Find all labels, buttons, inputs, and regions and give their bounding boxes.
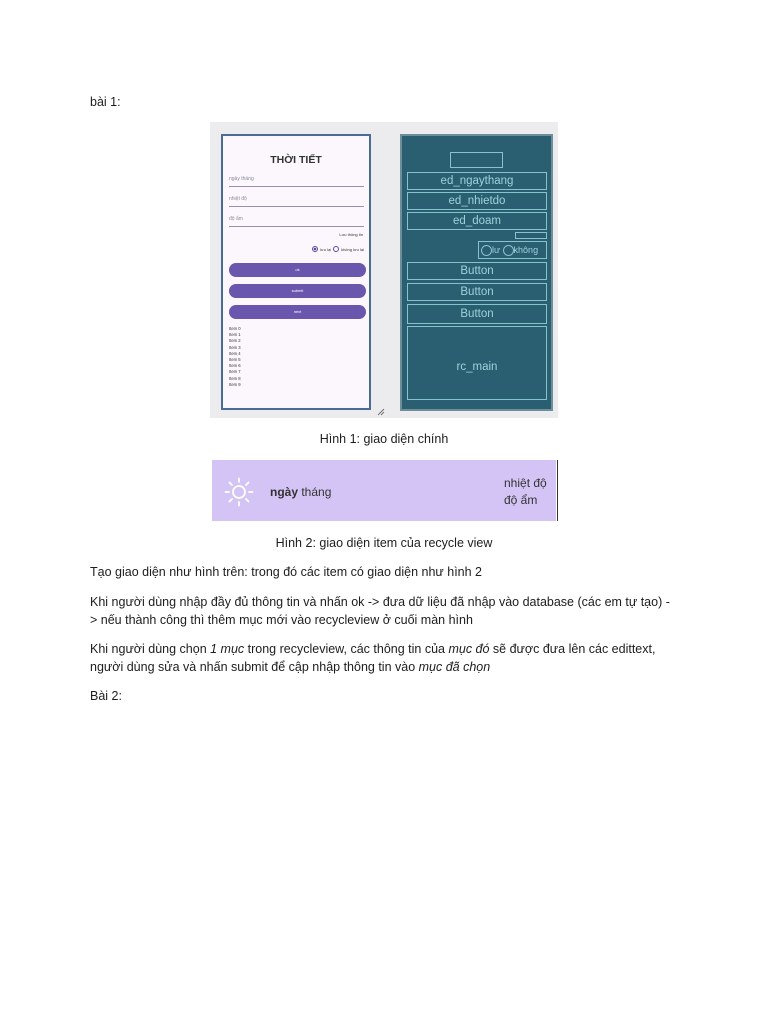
blueprint-radio-yes-label: lư <box>492 245 501 255</box>
blueprint-button: Button <box>407 283 547 301</box>
item-date-label <box>270 485 331 499</box>
item-humidity-label: độ ẩm <box>504 493 538 507</box>
radio-no-save-label: không lưu lại <box>341 246 364 252</box>
submit-button[interactable]: submit <box>229 284 366 298</box>
list-item[interactable]: Item 9 <box>229 381 241 387</box>
item-list <box>229 326 241 388</box>
figure-main-interface <box>210 122 558 418</box>
cursor-line <box>557 460 558 521</box>
blueprint-title-box <box>450 152 503 168</box>
item-date-rest: tháng <box>298 485 332 499</box>
list-item[interactable]: Item 1 <box>229 332 241 338</box>
list-item[interactable]: Item 4 <box>229 350 241 356</box>
blueprint-ed-nhietdo: ed_nhietdo <box>407 192 547 210</box>
p3-italic: 1 mục <box>210 642 245 656</box>
blueprint-button: Button <box>407 304 547 324</box>
paragraph-2-line-1: Khi người dùng nhập đầy đủ thông tin và nhấn ok -> đưa dữ liệu đã nhập vào database (các em tự tạo) - <box>90 595 670 609</box>
date-field[interactable]: ngày tháng <box>229 176 364 187</box>
list-item[interactable]: Item 6 <box>229 363 241 369</box>
blueprint-ed-ngaythang: ed_ngaythang <box>407 172 547 190</box>
paragraph-3-line-1 <box>90 641 655 658</box>
ok-button[interactable]: ok <box>229 263 366 277</box>
list-item[interactable]: Item 5 <box>229 357 241 363</box>
figure-item-layout <box>212 460 556 521</box>
blueprint-preview <box>400 134 553 411</box>
list-item[interactable]: Item 8 <box>229 375 241 381</box>
sun-icon <box>224 477 254 507</box>
phone-preview <box>221 134 371 410</box>
p3-text: người dùng sửa và nhấn submit để cập nhập thông tin vào <box>90 660 419 674</box>
blueprint-rc-main: rc_main <box>407 326 547 400</box>
blueprint-ed-doam: ed_doam <box>407 212 547 230</box>
list-item[interactable]: Item 2 <box>229 338 241 344</box>
figure-1-caption: Hình 1: giao diện chính <box>319 432 449 446</box>
paragraph-3-line-2 <box>90 659 490 676</box>
radio-save[interactable] <box>312 246 318 252</box>
blueprint-radio-circle <box>481 245 492 256</box>
humidity-field[interactable]: độ ẩm <box>229 216 364 227</box>
list-item[interactable]: Item 7 <box>229 369 241 375</box>
exercise-2-heading: Bài 2: <box>90 689 122 703</box>
p3-text: trong recycleview, các thông tin của <box>244 642 449 656</box>
list-item[interactable]: Item 0 <box>229 326 241 331</box>
resize-handle-icon <box>377 408 385 416</box>
next-button[interactable]: next <box>229 305 366 319</box>
p3-text: sẽ được đưa lên các edittext, <box>489 642 656 656</box>
p3-italic: mục đó <box>448 642 490 656</box>
phone-title: THỜI TIẾT <box>270 154 322 166</box>
save-info-label: Lưu thông tin <box>339 232 363 237</box>
blueprint-button: Button <box>407 262 547 280</box>
item-date-bold: ngày <box>270 485 299 499</box>
save-radio-group <box>312 246 364 252</box>
blueprint-radio-no-label: không <box>513 245 539 255</box>
blueprint-radio-circle <box>503 245 514 256</box>
blueprint-radio-group <box>478 241 547 259</box>
radio-no-save[interactable] <box>333 246 339 252</box>
blueprint-label-box <box>515 232 547 239</box>
paragraph-2-line-2: > nếu thành công thì thêm mục mới vào recycleview ở cuối màn hình <box>90 613 473 627</box>
radio-save-label: lưu lại <box>320 246 332 252</box>
paragraph-1: Tạo giao diện như hình trên: trong đó các item có giao diện như hình 2 <box>90 565 482 579</box>
list-item[interactable]: Item 3 <box>229 344 241 350</box>
p3-text: Khi người dùng chọn <box>90 642 211 656</box>
exercise-1-heading: bài 1: <box>90 95 121 109</box>
item-temperature-label: nhiệt độ <box>504 476 547 490</box>
temperature-field[interactable]: nhiệt độ <box>229 196 364 207</box>
figure-2-caption: Hình 2: giao diện item của recycle view <box>275 536 493 550</box>
p3-italic: mục đã chọn <box>418 660 491 674</box>
